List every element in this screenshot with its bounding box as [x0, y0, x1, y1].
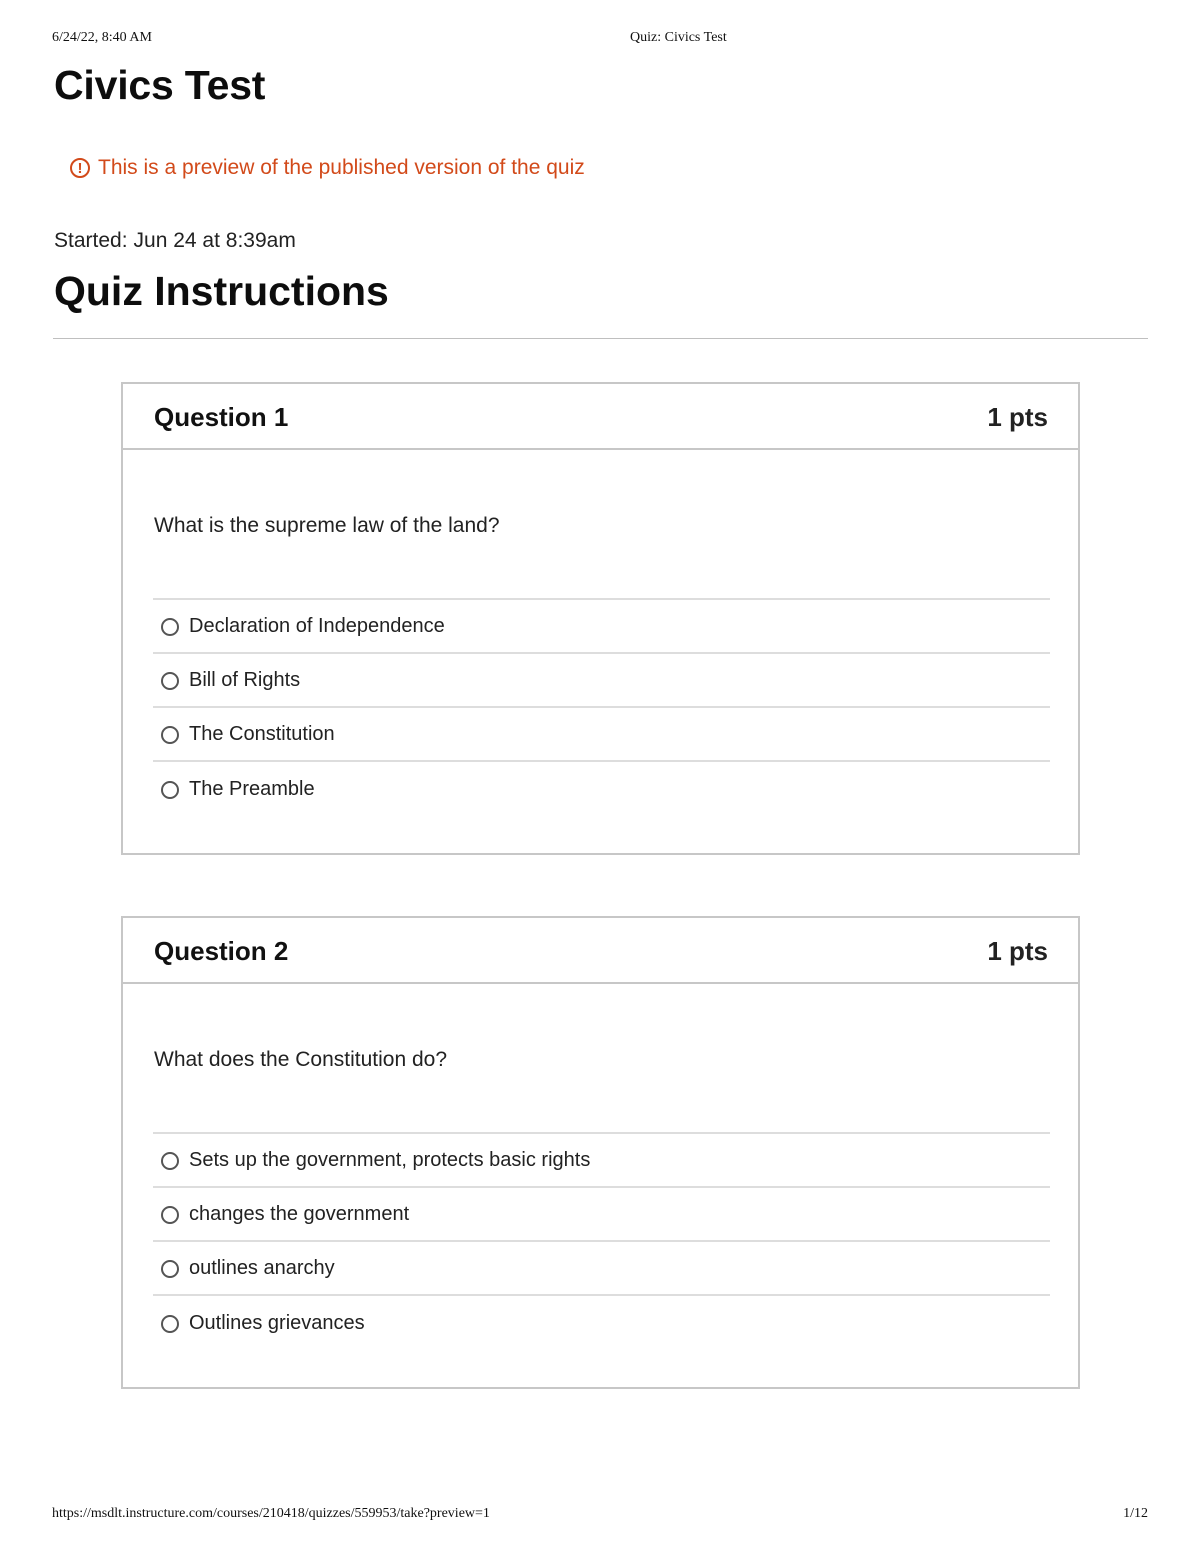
answer-label: outlines anarchy — [189, 1256, 335, 1279]
answer-option[interactable] — [153, 1296, 1050, 1350]
preview-notice-text: This is a preview of the published version of the quiz — [98, 156, 585, 179]
question-text: What is the supreme law of the land? — [154, 514, 500, 537]
answer-option[interactable] — [153, 708, 1050, 762]
print-datetime: 6/24/22, 8:40 AM — [52, 30, 152, 45]
answer-label: Outlines grievances — [189, 1311, 365, 1334]
answer-option[interactable] — [153, 762, 1050, 816]
question-header — [123, 384, 1078, 450]
started-line — [54, 229, 296, 253]
radio-button-icon[interactable] — [161, 672, 179, 690]
question-title: Question 2 — [154, 936, 289, 966]
answer-label: Declaration of Independence — [189, 614, 445, 637]
warning-icon: ! — [70, 158, 90, 178]
print-header — [52, 30, 1148, 48]
answer-option[interactable] — [153, 1134, 1050, 1188]
radio-button-icon[interactable] — [161, 726, 179, 744]
answer-option[interactable] — [153, 654, 1050, 708]
answer-label: The Preamble — [189, 777, 315, 800]
print-footer — [52, 1506, 1148, 1524]
print-page-number: 1/12 — [1123, 1506, 1148, 1521]
question-points: 1 pts — [987, 936, 1048, 966]
answer-label: Sets up the government, protects basic rights — [189, 1148, 591, 1171]
question-points: 1 pts — [987, 402, 1048, 432]
radio-button-icon[interactable] — [161, 1315, 179, 1333]
radio-button-icon[interactable] — [161, 1152, 179, 1170]
question-card — [121, 382, 1080, 855]
question-text: What does the Constitution do? — [154, 1048, 448, 1071]
print-url: https://msdlt.instructure.com/courses/210418/quizzes/559953/take?preview=1 — [52, 1506, 490, 1521]
answer-option[interactable] — [153, 1242, 1050, 1296]
answer-list — [153, 1132, 1050, 1350]
radio-button-icon[interactable] — [161, 781, 179, 799]
question-header — [123, 918, 1078, 984]
radio-button-icon[interactable] — [161, 618, 179, 636]
started-value: Jun 24 at 8:39am — [133, 229, 296, 252]
radio-button-icon[interactable] — [161, 1260, 179, 1278]
answer-option[interactable] — [153, 1188, 1050, 1242]
preview-notice — [70, 156, 585, 180]
section-divider — [53, 338, 1148, 339]
quiz-instructions-heading: Quiz Instructions — [54, 268, 389, 314]
question-card — [121, 916, 1080, 1389]
answer-option[interactable] — [153, 600, 1050, 654]
answer-list — [153, 598, 1050, 816]
question-title: Question 1 — [154, 402, 289, 432]
answer-label: changes the government — [189, 1202, 410, 1225]
radio-button-icon[interactable] — [161, 1206, 179, 1224]
answer-label: The Constitution — [189, 722, 335, 745]
started-label: Started: — [54, 229, 128, 252]
print-document-title: Quiz: Civics Test — [630, 30, 727, 45]
answer-label: Bill of Rights — [189, 668, 301, 691]
page-title: Civics Test — [54, 62, 266, 108]
